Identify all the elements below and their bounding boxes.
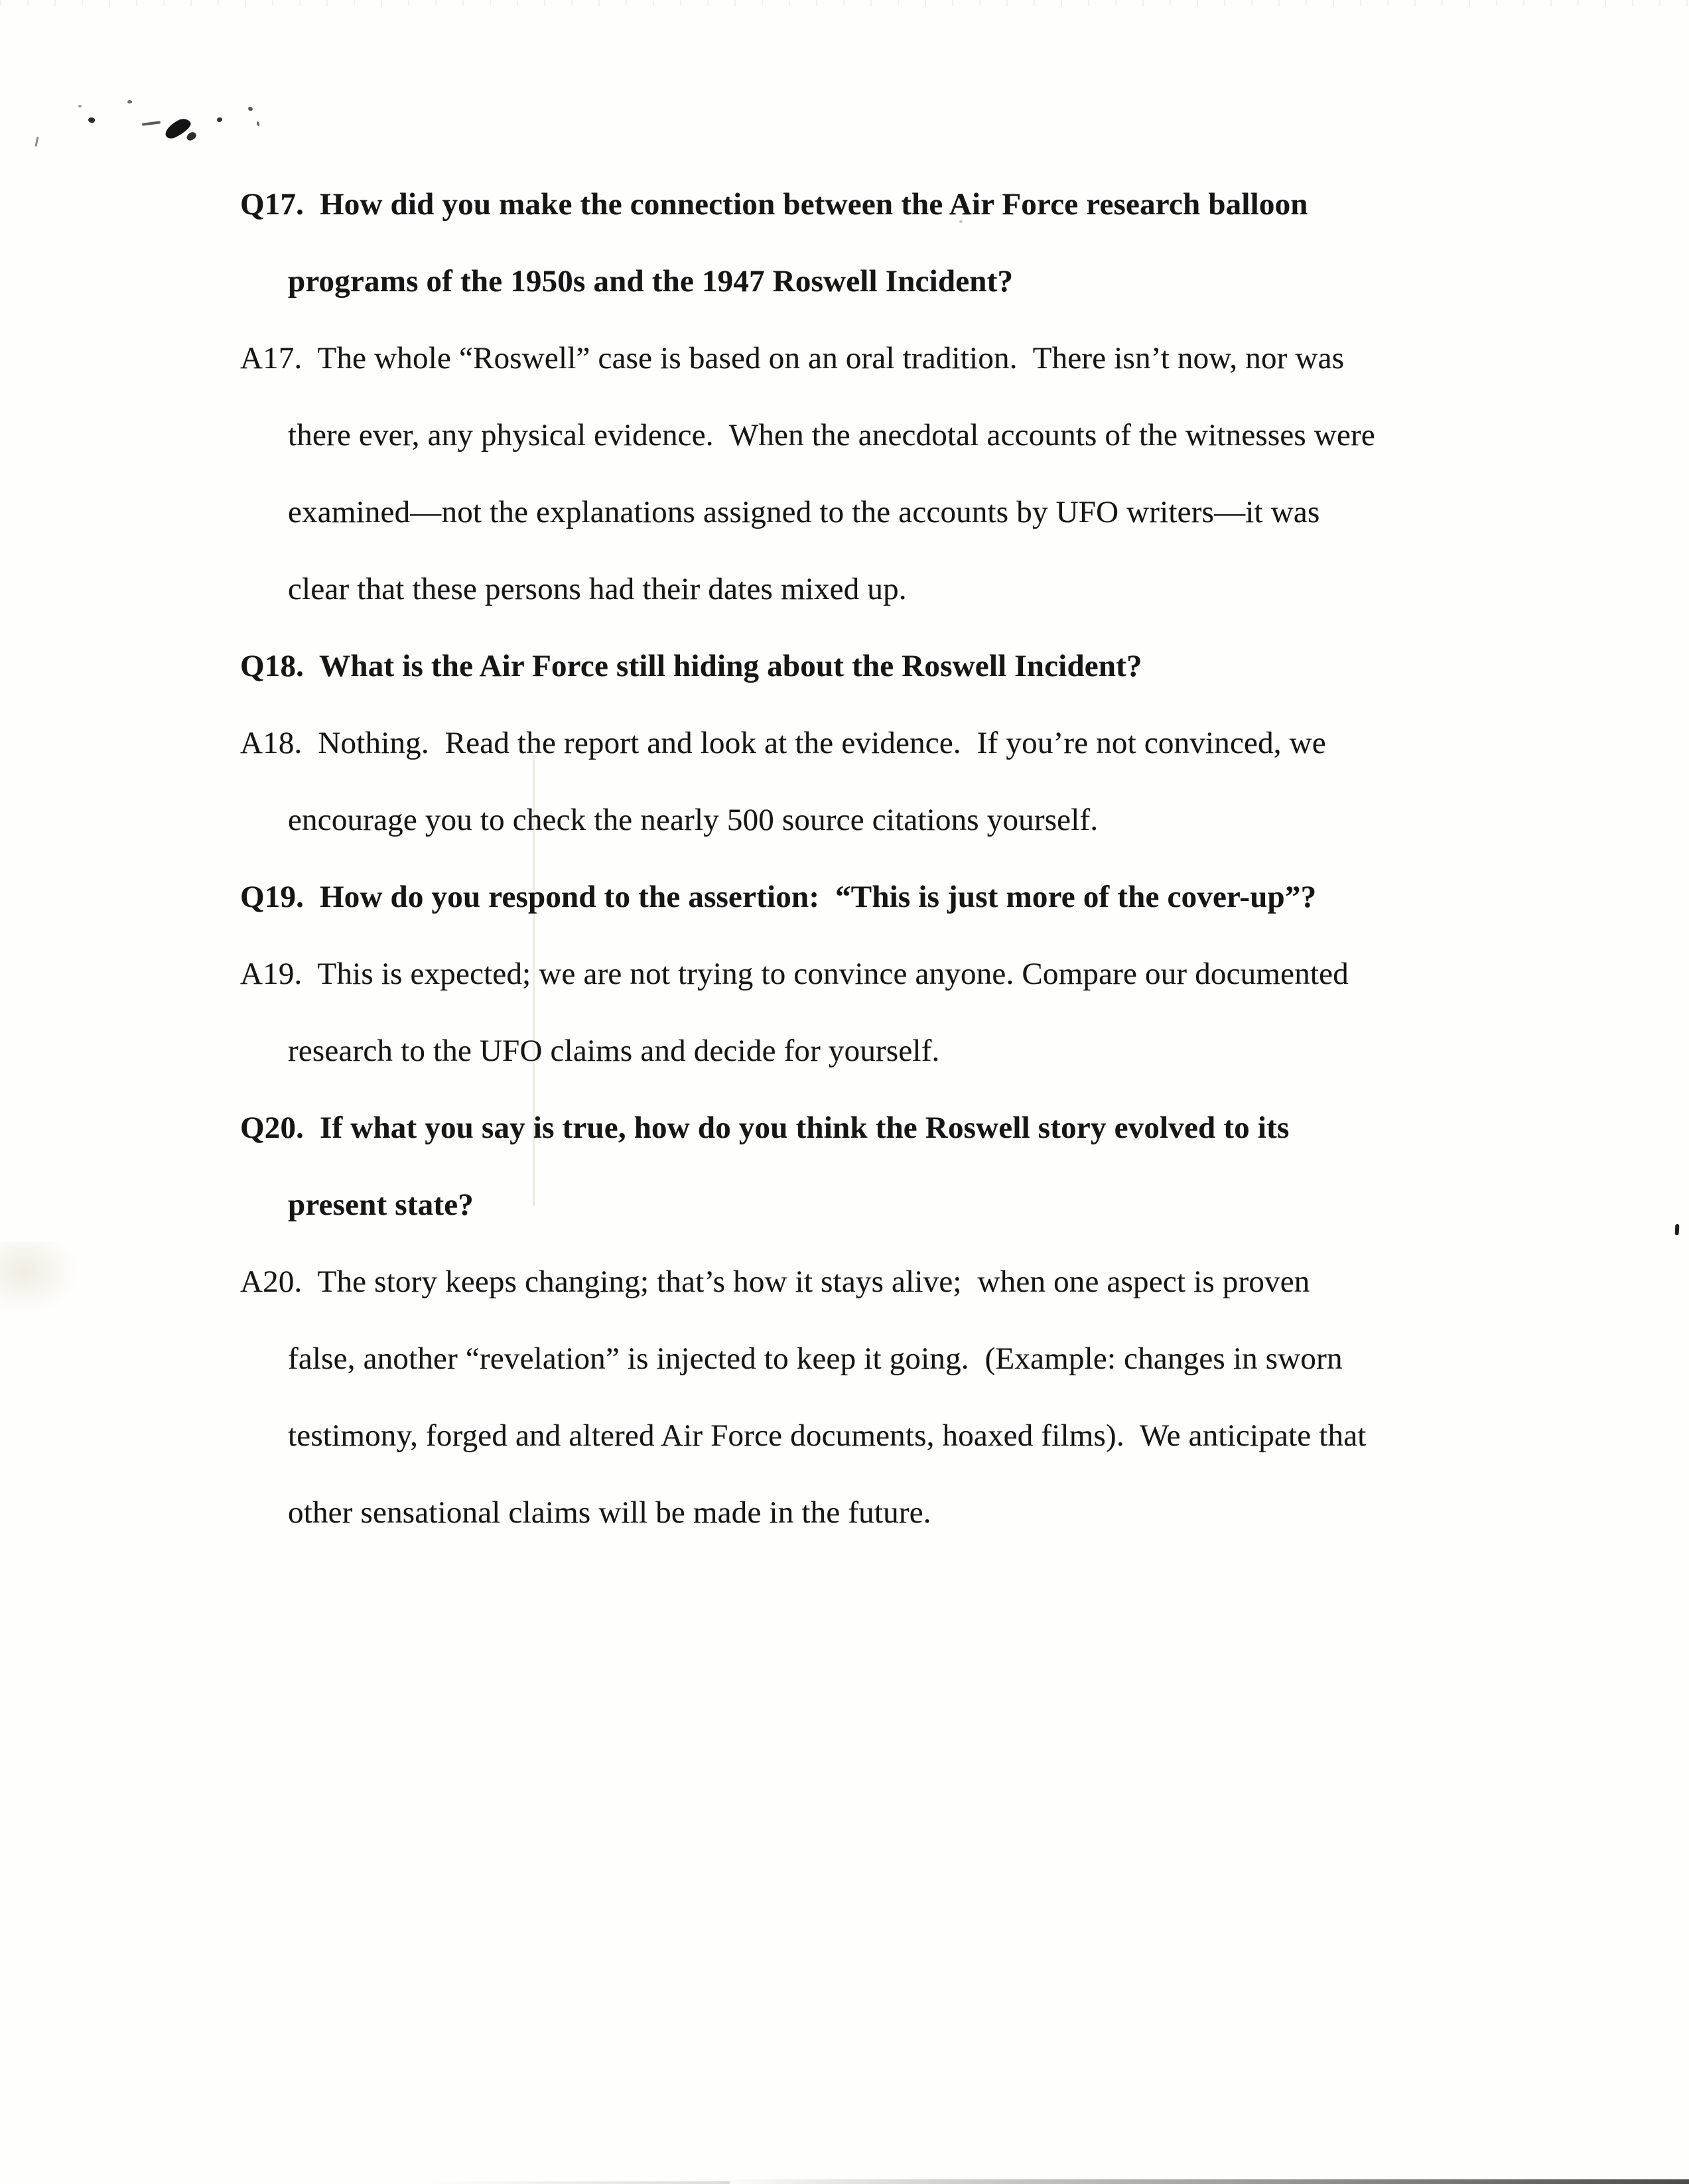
scan-bottom-edge-artifact — [425, 2181, 730, 2184]
line-a18-1: A18. Nothing. Read the report and look at the evidence. If you’re not convinced, we — [240, 726, 1326, 760]
line-a19-2: research to the UFO claims and decide for yourself. — [288, 1034, 940, 1068]
ink-smudge — [34, 137, 38, 147]
line-q17-1: Q17. How did you make the connection between the Air Force research balloon — [240, 187, 1308, 222]
ink-smudge — [88, 117, 96, 124]
line-a20-4: other sensational claims will be made in the future. — [288, 1495, 931, 1530]
ink-smudge — [247, 106, 253, 112]
ink-smudge — [217, 117, 222, 122]
document-text — [240, 166, 1501, 1551]
scan-bottom-edge-artifact — [716, 2179, 1689, 2184]
left-margin-stain — [0, 1242, 80, 1315]
line-a18-2: encourage you to check the nearly 500 source citations yourself. — [288, 803, 1099, 837]
ink-smudge — [185, 130, 198, 142]
line-a20-1: A20. The story keeps changing; that’s how it stays alive; when one aspect is proven — [240, 1264, 1310, 1299]
ink-smudge — [127, 100, 132, 103]
line-a19-1: A19. This is expected; we are not trying to convince anyone. Compare our documented — [240, 957, 1349, 991]
line-a20-3: testimony, forged and altered Air Force documents, hoaxed films). We anticipate that — [288, 1418, 1367, 1453]
ink-smudge — [256, 121, 260, 127]
ink-smudge — [142, 121, 161, 125]
line-q20-1: Q20. If what you say is true, how do you think the Roswell story evolved to its — [240, 1111, 1290, 1145]
line-a20-2: false, another “revelation” is injected to keep it going. (Example: changes in sworn — [288, 1341, 1343, 1376]
ink-smudge — [78, 105, 82, 107]
line-q18: Q18. What is the Air Force still hiding about the Roswell Incident? — [240, 649, 1142, 683]
right-margin-ink-tick — [1675, 1224, 1680, 1235]
line-a17-3: examined—not the explanations assigned to the accounts by UFO writers—it was — [288, 495, 1320, 529]
line-a17-2: there ever, any physical evidence. When the anecdotal accounts of the witnesses were — [288, 418, 1375, 452]
line-q20-2: present state? — [288, 1188, 474, 1222]
line-a17-4: clear that these persons had their dates mixed up. — [288, 572, 907, 606]
line-q17-2: programs of the 1950s and the 1947 Roswell Incident? — [288, 264, 1014, 299]
scan-top-edge-artifact — [0, 0, 1689, 6]
line-a17-1: A17. The whole “Roswell” case is based on an oral tradition. There isn’t now, nor was — [240, 341, 1345, 375]
line-q19: Q19. How do you respond to the assertion: “This is just more of the cover-up”? — [240, 880, 1317, 914]
